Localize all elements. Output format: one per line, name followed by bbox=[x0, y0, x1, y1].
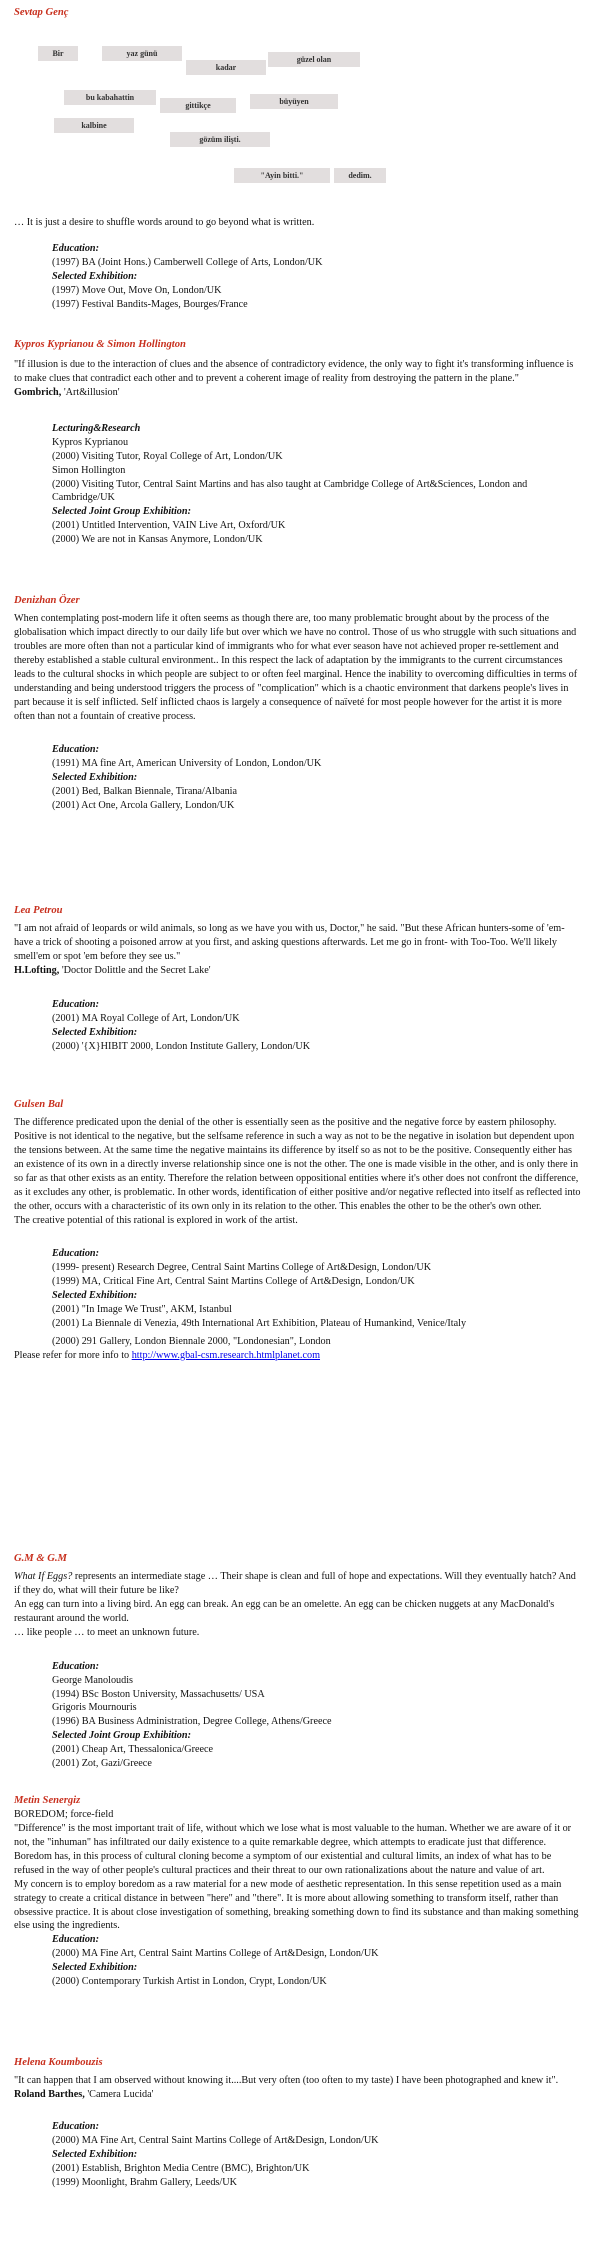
cv-entry: (1999) Moonlight, Brahm Gallery, Leeds/UK bbox=[52, 2176, 237, 2188]
artist-cv bbox=[52, 998, 581, 1054]
artist-name: G.M & G.M bbox=[14, 1553, 67, 1564]
section-lea-petrou bbox=[14, 904, 581, 1053]
cv-entry: (2000) Visiting Tutor, Central Saint Martins and has also taught at Cambridge College of Art&Sciences, London and Cambridge/UK bbox=[52, 478, 528, 504]
exhibition-label: Selected Joint Group Exhibition: bbox=[52, 1730, 191, 1742]
cv-entry: (2000) We are not in Kansas Anymore, London/UK bbox=[52, 534, 263, 546]
lecturing-label: Lecturing&Research bbox=[52, 423, 141, 435]
cv-entry: (2000) MA Fine Art, Central Saint Martins College of Art&Design, London/UK bbox=[52, 2135, 379, 2147]
cv-entry: (1997) BA (Joint Hons.) Camberwell College of Arts, London/UK bbox=[52, 256, 323, 268]
cv-entry: (2001) MA Royal College of Art, London/UK bbox=[52, 1012, 240, 1024]
quote-citation bbox=[14, 386, 581, 400]
cv-entry: (2001) Cheap Art, Thessalonica/Greece bbox=[52, 1744, 214, 1756]
section-helena-koumbouzis bbox=[14, 2056, 581, 2190]
cv-entry: (1991) MA fine Art, American University of London, London/UK bbox=[52, 758, 322, 770]
section-sevtap-genc bbox=[14, 6, 581, 310]
artist-cv bbox=[52, 242, 323, 311]
statement: "Difference" is the most important trait of life, without which we lose what is most valuable to the human. Whether we are aware of it or not, the "inhuman" has infiltrated our daily existence to a quite remarkable degree, which attempts to eradicate just that difference. bbox=[14, 1823, 572, 1849]
work-title: BOREDOM; force-field bbox=[14, 1809, 114, 1821]
artist-name: Metin Senergiz bbox=[14, 1795, 81, 1806]
section-metin-senergiz bbox=[14, 1794, 581, 1989]
artist-cv bbox=[52, 1660, 581, 1771]
more-info-line bbox=[14, 1349, 581, 1363]
word-tile: gittikçe bbox=[160, 98, 236, 113]
cv-entry: George Manoloudis bbox=[52, 1674, 134, 1686]
artist-cv bbox=[52, 422, 581, 547]
quote: "I am not afraid of leopards or wild animals, so long as we have you with us, Doctor," he said. "But these African hunters-some of 'em-have a trick of shooting a poisoned arrow at you first, and asking questions afterwards. Let me go in front- with Too-Too. We'll likely smell'em or spot 'em before they see us." bbox=[14, 923, 565, 963]
statement bbox=[14, 1570, 581, 1598]
cv-entry: Simon Hollington bbox=[52, 464, 126, 476]
cv-entry: (2001) La Biennale di Venezia, 49th International Art Exhibition, Plateau of Humankind, Venice/Italy bbox=[52, 1317, 467, 1329]
cv-entry: (2000) 291 Gallery, London Biennale 2000, "Londonesian", London bbox=[52, 1335, 331, 1347]
artist-website-link[interactable]: http://www.gbal-csm.research.htmlplanet.com bbox=[131, 1349, 321, 1361]
artist-name: Denizhan Özer bbox=[14, 595, 80, 606]
artist-name: Sevtap Genç bbox=[14, 7, 69, 18]
statement: The difference predicated upon the denial of the other is essentially seen as the positive and the negative force by eastern philosophy. Positive is not identical to the negative, but the selfsame reference in such a way as not to be the negative in isolation but dependent upon the tensions between. At the same time the negative maintains its difference by itself so as not to be the positive. Consequently either has an existence of its own in a directly inverse relationship since one is not the other. The one is made visible in the other, and is only there in so far as that other exists as an entity. Therefore the relation between oppositional entities where it's other does not confront the difference, as it excludes any other, is problematic. In other words, identification of either positive and/or negative reflected into itself as reflected into the other, occurs with a characteristic of its own only in its relation to the other. This enables the other to be the other's own other. bbox=[14, 1117, 581, 1212]
cv-entry: Kypros Kyprianou bbox=[52, 436, 129, 448]
cv-entry: Grigoris Mournouris bbox=[52, 1702, 137, 1714]
artist-cv bbox=[52, 1933, 581, 1989]
artist-cv bbox=[52, 1247, 581, 1348]
word-tile: "Ayin bitti." bbox=[234, 168, 330, 183]
word-tile: dedim. bbox=[334, 168, 386, 183]
education-label: Education: bbox=[52, 2121, 99, 2133]
cv-entry: (1994) BSc Boston University, Massachusetts/ USA bbox=[52, 1688, 265, 1700]
cv-entry: (1997) Festival Bandits-Mages, Bourges/France bbox=[52, 298, 248, 310]
exhibition-label: Selected Exhibition: bbox=[52, 1290, 138, 1302]
word-tile: kalbine bbox=[54, 118, 134, 133]
education-label: Education: bbox=[52, 1248, 99, 1260]
quote-source: 'Camera Lucida' bbox=[87, 2089, 154, 2101]
quote-source: 'Doctor Dolittle and the Secret Lake' bbox=[61, 965, 211, 977]
cv-entry: (2000) Visiting Tutor, Royal College of Art, London/UK bbox=[52, 450, 283, 462]
word-tile: bu kabahattin bbox=[64, 90, 156, 105]
cv-entry: (1997) Move Out, Move On, London/UK bbox=[52, 284, 222, 296]
statement-line: An egg can turn into a living bird. An egg can break. An egg can be an omelette. An egg can be chicken nuggets at any MacDonald's restaurant around the world. bbox=[14, 1599, 555, 1625]
artist-name: Kypros Kyprianou & Simon Hollington bbox=[14, 339, 186, 350]
statement-line: … like people … to meet an unknown future. bbox=[14, 1626, 200, 1638]
exhibition-label: Selected Exhibition: bbox=[52, 772, 138, 784]
word-tile: kadar bbox=[186, 60, 266, 75]
education-label: Education: bbox=[52, 1660, 99, 1672]
word-tile: büyüyen bbox=[250, 94, 338, 109]
cv-entry: (2001) Zot, Gazi/Greece bbox=[52, 1757, 152, 1769]
section-gm-gm bbox=[14, 1552, 581, 1771]
section-denizhan-ozer bbox=[14, 594, 581, 813]
quote-citation bbox=[14, 2088, 581, 2102]
education-label: Education: bbox=[52, 243, 99, 254]
quote: "If illusion is due to the interaction of clues and the absence of contradictory evidence, the only way to fight it's transforming influence is to make clues that contradict each other and to prevent a coherent image of reality from destroying the pattern in the plane." bbox=[14, 359, 574, 385]
refer-text: Please refer for more info to bbox=[14, 1349, 130, 1361]
artist-name: Gulsen Bal bbox=[14, 1099, 64, 1110]
exhibition-label: Selected Exhibition: bbox=[52, 270, 138, 282]
word-tile: güzel olan bbox=[268, 52, 360, 67]
cv-entry: (1999) MA, Critical Fine Art, Central Saint Martins College of Art&Design, London/UK bbox=[52, 1276, 415, 1288]
cv-entry: (2001) Establish, Brighton Media Centre (BMC), Brighton/UK bbox=[52, 2162, 310, 2174]
statement: Boredom has, in this process of cultural cloning become a symptom of our existential and cultural limits, an index of what has to be refused in the way of other people's cultural practices and their threat to our own rationalizations about the nature and value of art. bbox=[14, 1851, 552, 1876]
cv-entry: (2000) MA Fine Art, Central Saint Martins College of Art&Design, London/UK bbox=[52, 1948, 379, 1960]
cv-entry: (2000) Contemporary Turkish Artist in London, Crypt, London/UK bbox=[52, 1975, 327, 1987]
exhibition-label: Selected Exhibition: bbox=[52, 1026, 138, 1038]
quote-author: Roland Barthes, bbox=[14, 2089, 85, 2101]
quote-citation bbox=[14, 964, 581, 978]
statement-text: represents an intermediate stage … Their shape is clean and full of hope and expectations. Will they eventually hatch? And if they do, what will their future be like? bbox=[14, 1571, 576, 1597]
artist-cv bbox=[52, 2120, 581, 2189]
education-label: Education: bbox=[52, 744, 99, 756]
cv-entry: (1996) BA Business Administration, Degree College, Athens/Greece bbox=[52, 1716, 332, 1728]
cv-entry: (2000) '{X}HIBIT 2000, London Institute Gallery, London/UK bbox=[52, 1040, 311, 1052]
section-gulsen-bal bbox=[14, 1098, 581, 1362]
word-tile: gözüm ilişti. bbox=[170, 132, 270, 147]
quote-author: H.Lofting, bbox=[14, 965, 60, 977]
statement: When contemplating post-modern life it often seems as though there are, too many problematic brought about by the process of the globalisation which impact directly to our daily life but over which we have no control. Those of us who struggle with such situations and troubles are more often than not a particular kind of immigrants who for what ever season have not achieved proper re-settlement and thereby established a stable cultural environment.. In this respect the lack of adaptation by the immigrants to the current circumstances leads to the cultural shocks in which people are subject to or often feel marginal. Hence the inability to overcoming difficulties in terms of understanding and being understood triggers the process of "complication" which is a chaotic environment that darkens people's lives in part because it is self inflicted. Self inflicted chaos is largely a consequence of naïveté for most people however for the artist it is more often than not a fountain of creative process. bbox=[14, 613, 578, 722]
quote-source: 'Art&illusion' bbox=[63, 387, 120, 399]
statement-continued: The creative potential of this rational is explored in work of the artist. bbox=[14, 1214, 298, 1226]
cv-entry: (2001) Act One, Arcola Gallery, London/UK bbox=[52, 799, 235, 811]
education-label: Education: bbox=[52, 1934, 99, 1946]
exhibition-label: Selected Joint Group Exhibition: bbox=[52, 506, 191, 518]
statement: … It is just a desire to shuffle words around to go beyond what is written. bbox=[14, 217, 315, 228]
word-tile: yaz günü bbox=[102, 46, 182, 61]
quote: "It can happen that I am observed without knowing it....But very often (too often to my taste) I have been photographed and knew it". bbox=[14, 2075, 559, 2087]
cv-entry: (2001) Bed, Balkan Biennale, Tirana/Albania bbox=[52, 786, 238, 798]
work-title: What If Eggs? bbox=[14, 1571, 73, 1583]
statement: My concern is to employ boredom as a raw material for a new mode of aesthetic representation. In this sense repetition used as a main strategy to create a critical distance in between "here" and "there". It is more about allowing something to transform itself, rather than obsessive practice. It is about close investigation of something, breaking something down to find its substance and than making something else using the ingredients. bbox=[14, 1878, 579, 1932]
education-label: Education: bbox=[52, 998, 99, 1010]
cv-entry: (2001) "In Image We Trust", AKM, Istanbul bbox=[52, 1303, 232, 1315]
exhibition-label: Selected Exhibition: bbox=[52, 2148, 138, 2160]
artist-name: Lea Petrou bbox=[14, 905, 63, 916]
section-kyprianou-hollington bbox=[14, 338, 581, 547]
cv-entry: (1999- present) Research Degree, Central Saint Martins College of Art&Design, London/UK bbox=[52, 1262, 432, 1274]
artist-name: Helena Koumbouzis bbox=[14, 2057, 103, 2068]
cv-entry: (2001) Untitled Intervention, VAIN Live Art, Oxford/UK bbox=[52, 520, 286, 532]
artist-cv bbox=[52, 743, 581, 812]
quote-author: Gombrich, bbox=[14, 387, 62, 399]
word-tile: Bir bbox=[38, 46, 78, 61]
exhibition-label: Selected Exhibition: bbox=[52, 1962, 138, 1974]
